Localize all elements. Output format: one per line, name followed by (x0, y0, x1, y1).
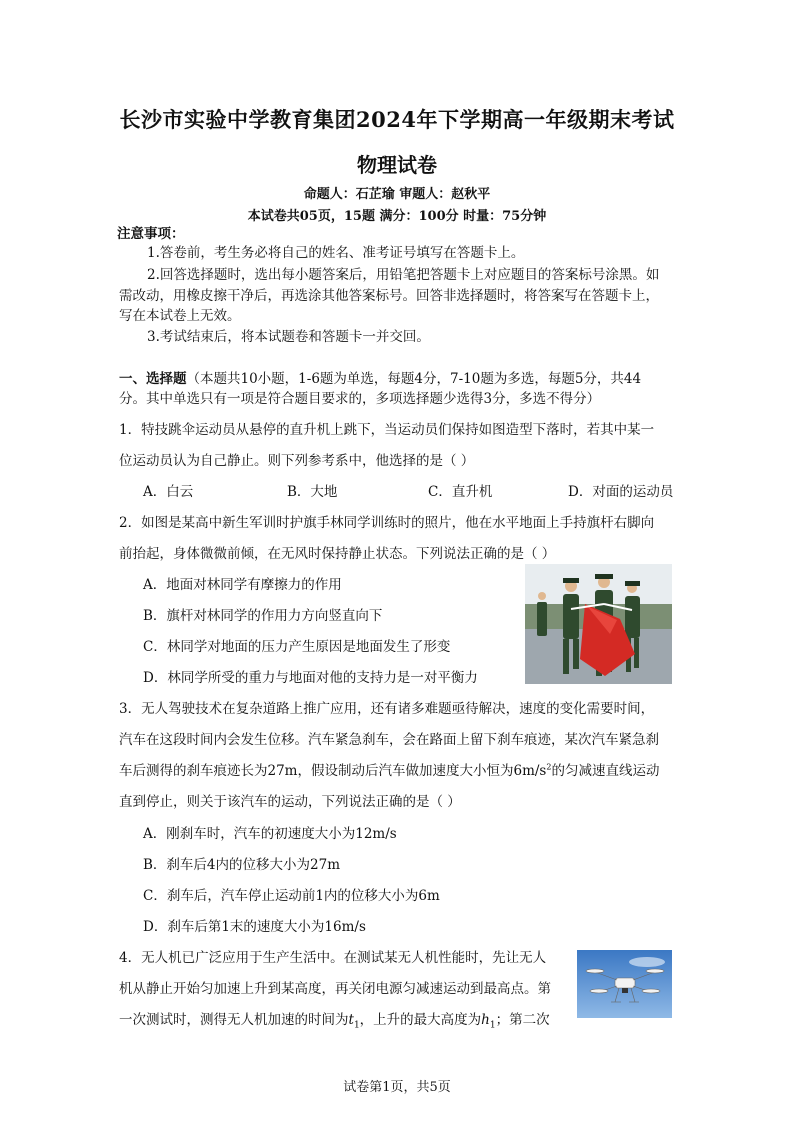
section-1-desc-2: 分。其中单选只有一项是符合题目要求的，多项选择题少选得3分，多选不得分） (119, 391, 601, 407)
q2-option-c: C．林同学对地面的压力产生原因是地面发生了形变 (143, 639, 451, 655)
q4-var-t-sub: 1 (353, 1020, 360, 1031)
q3-line-3-part-a: 车后测得的刹车痕迹长为27m，假设制动后汽车做加速度大小恒为6m/s (119, 763, 547, 779)
page-footer: 试卷第1页，共5页 (343, 1080, 451, 1095)
q1-line-1: 1．特技跳伞运动员从悬停的直升机上跳下，当运动员们保持如图造型下落时，若其中某一 (119, 422, 655, 438)
q2-option-d: D．林同学所受的重力与地面对他的支持力是一对平衡力 (143, 670, 478, 686)
section-1-heading: 一、选择题 (119, 371, 187, 387)
q2-option-b: B．旗杆对林同学的作用力方向竖直向下 (143, 608, 383, 624)
q1-option-b: B．大地 (287, 484, 338, 500)
exam-subtitle: 物理试卷 (357, 153, 437, 177)
drone-photo (577, 950, 672, 1018)
note-3: 3.考试结束后，将本试题卷和答题卡一并交回。 (147, 329, 430, 345)
exam-authors: 命题人：石芷瑜 审题人：赵秋平 (303, 187, 491, 202)
note-2-line-2: 需改动，用橡皮擦干净后，再选涂其他答案标号。回答非选择题时，将答案写在答题卡上， (119, 288, 659, 304)
q4-line-1: 4．无人机已广泛应用于生产生活中。在测试某无人机性能时，先让无人 (119, 950, 547, 966)
q4-line-3-part-b: ，上升的最大高度为 (359, 1012, 482, 1028)
note-2-line-1: 2.回答选择题时，选出每小题答案后，用铅笔把答题卡上对应题目的答案标号涂黑。如 (147, 267, 660, 283)
q1-option-d: D．对面的运动员 (568, 484, 674, 500)
q4-line-3-part-a: 一次测试时，测得无人机加速的时间为 (119, 1012, 349, 1028)
flag-guard-photo (525, 564, 672, 684)
q4-var-h: h (481, 1012, 490, 1028)
q1-line-2: 位运动员认为自己静止。则下列参考系中，他选择的是（ ） (119, 453, 475, 469)
note-2-line-3: 写在本试卷上无效。 (119, 308, 241, 324)
note-1: 1.答卷前，考生务必将自己的姓名、准考证号填写在答题卡上。 (147, 245, 525, 261)
q3-option-a: A．刚刹车时，汽车的初速度大小为12m/s (143, 826, 397, 842)
q3-line-3-part-b: 的匀减速直线运动 (551, 763, 660, 779)
q4-line-3 (119, 1008, 550, 1031)
q3-line-3 (119, 759, 659, 779)
notes-heading: 注意事项： (117, 226, 185, 242)
section-1-desc-1: （本题共10小题，1-6题为单选，每题4分，7-10题为多选，每题5分，共44 (186, 371, 642, 387)
q2-line-2: 前抬起，身体微微前倾，在无风时保持静止状态。下列说法正确的是（ ） (119, 546, 556, 562)
q4-var-h-sub: 1 (489, 1020, 496, 1031)
q3-option-c: C．刹车后，汽车停止运动前1内的位移大小为6m (143, 888, 440, 904)
q3-option-b: B．刹车后4内的位移大小为27m (143, 857, 340, 873)
q3-superscript: 2 (546, 762, 552, 772)
q3-option-d: D．刹车后第1末的速度大小为16m/s (143, 919, 366, 935)
exam-info: 本试卷共05页，15题 满分：100分 时量：75分钟 (247, 209, 547, 224)
q3-line-2: 汽车在这段时间内会发生位移。汽车紧急刹车，会在路面上留下刹车痕迹，某次汽车紧急刹 (119, 732, 659, 748)
q3-line-1: 3．无人驾驶技术在复杂道路上推广应用，还有诸多难题亟待解决，速度的变化需要时间， (119, 701, 655, 717)
q4-var-t: t (348, 1012, 354, 1028)
section-1-intro (119, 369, 641, 389)
q2-line-1: 2．如图是某高中新生军训时护旗手林同学训练时的照片，他在水平地面上手持旗杆右脚向 (119, 515, 655, 531)
q1-option-c: C．直升机 (428, 484, 493, 500)
q4-line-2: 机从静止开始匀加速上升到某高度，再关闭电源匀减速运动到最高点。第 (119, 981, 551, 997)
q3-line-4: 直到停止，则关于该汽车的运动，下列说法正确的是（ ） (119, 794, 461, 810)
q1-option-a: A．白云 (143, 484, 194, 500)
exam-title: 长沙市实验中学教育集团2024年下学期高一年级期末考试 (119, 107, 675, 132)
q2-option-a: A．地面对林同学有摩擦力的作用 (143, 577, 342, 593)
q4-line-3-part-c: ；第二次 (495, 1012, 550, 1028)
